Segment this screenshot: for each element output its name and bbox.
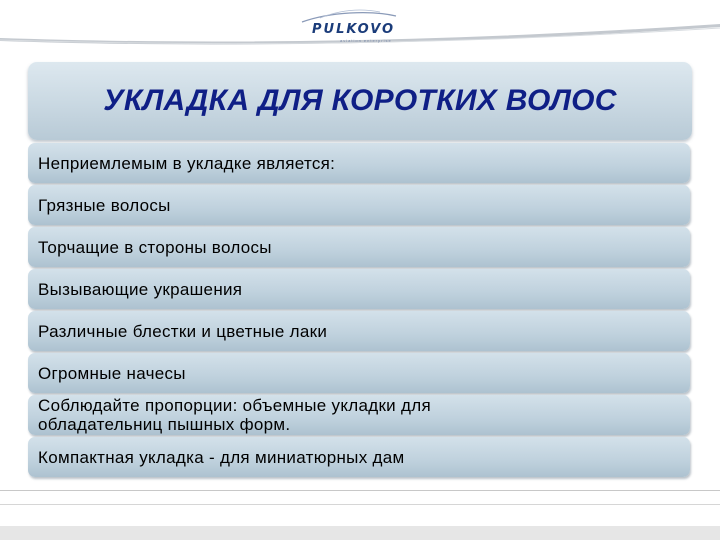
- footer-divider: [0, 490, 720, 491]
- list-item-text: Торчащие в стороны волосы: [38, 237, 272, 257]
- list-item: [28, 185, 690, 225]
- list-item: [28, 269, 690, 309]
- list-item: [28, 311, 690, 351]
- list-item-text: Вызывающие украшения: [38, 279, 243, 299]
- list-item-text: Соблюдайте пропорции: объемные укладки для обладательниц пышных форм.: [38, 396, 431, 434]
- list-item: [28, 143, 690, 183]
- list-item-text: Различные блестки и цветные лаки: [38, 321, 328, 341]
- title-banner: [28, 62, 692, 140]
- footer-divider: [0, 504, 720, 505]
- list-item: [28, 395, 690, 435]
- page-title: УКЛАДКА ДЛЯ КОРОТКИХ ВОЛОС: [103, 84, 617, 117]
- list-item-text: Огромные начесы: [38, 363, 186, 383]
- footer-band: [0, 526, 720, 540]
- list-item: [28, 437, 690, 477]
- logo-subtext: aviation enterprise: [340, 38, 392, 43]
- list-item-text: Компактная укладка - для миниатюрных дам: [38, 447, 405, 467]
- list-item-text: Неприемлемым в укладке является:: [38, 153, 336, 173]
- list-item: [28, 353, 690, 393]
- list-item: [28, 227, 690, 267]
- list-item-text: Грязные волосы: [38, 195, 171, 215]
- content-list: [28, 143, 692, 479]
- logo-text: PULKOVO: [312, 22, 396, 37]
- footer-decoration: [0, 490, 720, 540]
